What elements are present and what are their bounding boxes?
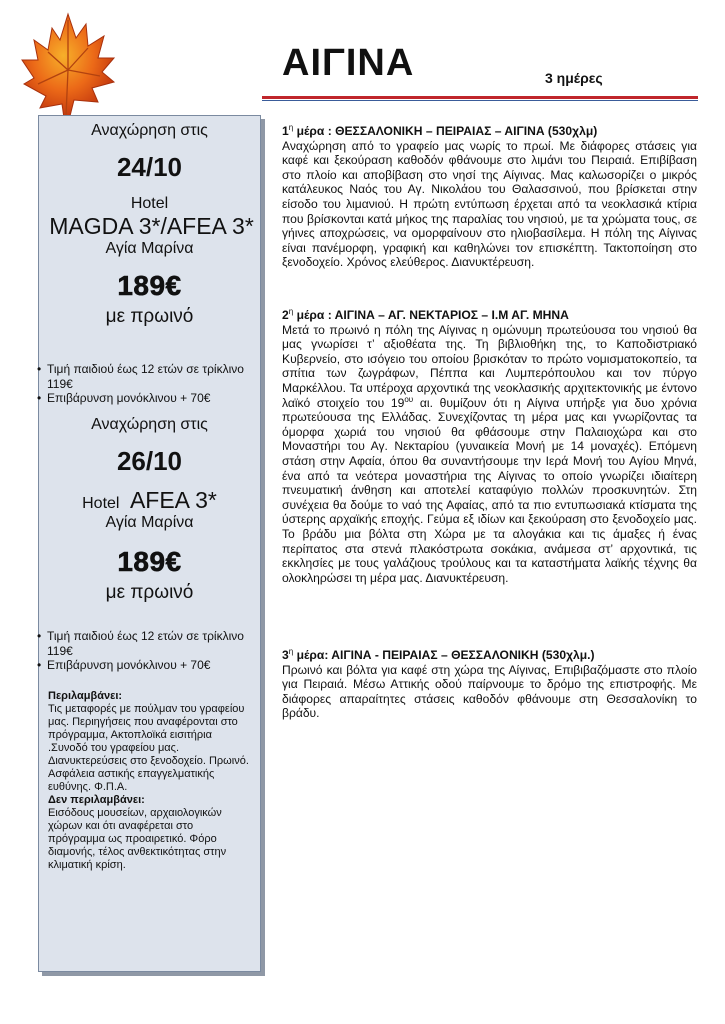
price: 189€ <box>117 270 182 301</box>
itinerary-day-3 <box>282 648 697 721</box>
board-type: με πρωινό <box>105 582 194 603</box>
departure-date: 24/10 <box>116 152 183 182</box>
departure-1 <box>39 122 260 328</box>
hotel-line <box>39 487 260 514</box>
departure-2-notes <box>37 629 263 673</box>
inclusions-box <box>48 690 253 872</box>
day-1-heading: μέρα : ΘΕΣΣΑΛΟΝΙΚΗ – ΠΕΙΡΑΙΑΣ – ΑΙΓΙΝΑ (530χλμ) <box>296 124 598 138</box>
departure-label: Αναχώρηση στις <box>91 416 208 433</box>
hotel-location: Αγία Μαρίνα <box>105 240 194 257</box>
departure-1-notes <box>37 362 263 406</box>
excludes-text: Εισόδους μουσείων, αρχαιολογικών χώρων και ότι αναφέρεται στο πρόγραμμα ως προαιρετικό. Φόρο διαμονής, τέλος ανθεκτικότητας στην κλιματική κρίση. <box>48 807 227 871</box>
hotel-name: MAGDA 3*/AFEA 3* <box>49 213 254 239</box>
day-2-text-a: Μετά το πρωινό η πόλη της Αίγινας η ομώνυμη πρωτεύουσα του νησιού θα μας γνωρίσει τ’ αξιοθέατα της. Τη βιβλιοθήκη της, το Καποδιστριακό Κυβερνείο, στο ισόγειο του οποίου βρισκόταν το πρώτο νομισματοκοπείο, τα σπίτια των ζωγράφων, Πέππα και Λυμπερόπουλου και τον πύργο Μαρκέλλου. Τα υπέροχα αρχοντικά της νεοκλασικής αρχιτεκτονικής με έντονο λαϊκό στοιχείο του 19 <box>282 322 697 410</box>
day-2-heading: μέρα : ΑΙΓΙΝΑ – ΑΓ. ΝΕΚΤΑΡΙΟΣ – Ι.Μ ΑΓ. ΜΗΝΑ <box>296 308 569 322</box>
day-1-ordinal: η <box>288 122 294 132</box>
hotel-label: Hotel <box>130 195 169 212</box>
day-2-ordinal: η <box>288 306 294 316</box>
century-ordinal: ου <box>404 394 414 404</box>
day-3-ordinal: η <box>288 646 294 656</box>
includes-heading: Περιλαμβάνει: <box>48 690 123 702</box>
excludes-heading: Δεν περιλαμβάνει: <box>48 794 145 806</box>
departure-label: Αναχώρηση στις <box>91 122 208 139</box>
day-1-number: 1 <box>282 124 289 138</box>
autumn-maple-leaf-icon <box>18 10 118 125</box>
day-2-text-b: αι. θυμίζουν ότι η Αίγινα υπήρξε για δυο χρόνια πρωτεύουσα της Ελλάδας. Συνεχίζοντας τη μέρα μας και γνωρίζοντας τα όμορφα χωριά του νησιού θα φθάσουμε στην Παλαιοχώρα και στο Μοναστήρι του Αγ. Νεκταρίου (γυναικεία Μονή με 14 μοναχές). Επόμενη στάση στην Αφαία, όπου θα συναντήσουμε την Ιερά Μονή του Αγίου Μηνά, ένα από τα νεότερα μοναστήρια της Αίγινας το οποίο γνωρίζει ιδιαίτερη πνευματική άνθηση και αποτελεί καταφύγιο πολλών προσκυνητών. Στη συνέχεια θα δούμε το ναό της Αφαίας, από τα πιο εντυπωσιακά κτίσματα της ύστερης αρχαϊκής εποχής. Γεύμα εξ ιδίων και ξεκούραση στο ξενοδοχείο μας. Το βράδυ μια βόλτα στη Χώρα με τα αλογάκια και τις άμαξες ή ένας περίπατος στα στενά πλακόστρωτα σοκάκια, ανάμεσα στ’ αρχοντικά, τις εκκλησίες με τους γαλάζιους τρούλους και τα καταστήματα λαϊκής τέχνης θα ολοκληρώσει τη μέρα μας. Διανυκτέρευση. <box>282 395 697 585</box>
hotel-location: Αγία Μαρίνα <box>105 514 194 531</box>
day-3-heading: μέρα: ΑΙΓΙΝΑ - ΠΕΙΡΑΙΑΣ – ΘΕΣΣΑΛΟΝΙΚΗ (530χλμ.) <box>296 648 595 662</box>
header-divider-red <box>262 96 698 99</box>
child-price-note: • Τιμή παιδιού έως 12 ετών σε τρίκλινο 119€ <box>37 362 263 391</box>
day-1-text: Αναχώρηση από το γραφείο μας νωρίς το πρωί. Με διάφορες στάσεις για καφέ και ξεκούραση καθοδόν φθάνουμε στο λιμάνι του Πειραιά. Επιβίβαση στο πλοίο και αποβίβαση στο νησί της Αίγινας. Μας καλωσορίζει ο μικρός κατάλευκος Ναός του Αγ. Νικολάου του Θαλασσινού, που βρίσκεται στην είσοδο του λιμανιού. Η πρώτη εντύπωση έρχεται από τα νεοκλασικά κτίρια που βρίσκονται κατά μήκος της παραλίας του νησιού, με τα χρώματα τους, σε γήινες αποχρώσεις, να ομορφαίνουν στο ηλιοβασίλεμα. Η πόλη της Αίγινας είναι πανέμορφη, γραφική και καθηλώνει τον επισκέπτη. Τακτοποίηση στο ξενοδοχείο. Χρόνος ελεύθερος. Διανυκτέρευση. <box>282 138 697 270</box>
departures-sidebar <box>38 115 261 972</box>
page-title: ΑΙΓΙΝΑ <box>282 42 415 84</box>
itinerary-day-2 <box>282 308 697 585</box>
includes-text: Τις μεταφορές με πούλμαν του γραφείου μας. Περιηγήσεις που αναφέρονται στο πρόγραμμα, Ακτοπλοϊκά εισιτήρια .Συνοδό του γραφείου μας. Διανυκτερεύσεις στο ξενοδοχείο. Πρωινό. Ασφάλεια αστικής επαγγελματικής ευθύνης. Φ.Π.Α. <box>48 703 249 793</box>
price: 189€ <box>117 546 182 577</box>
day-3-text: Πρωινό και βόλτα για καφέ στη χώρα της Αίγινας, Επιβιβαζόμαστε στο πλοίο για Πειραιά. Μέσω Αττικής οδού παίρνουμε το δρόμο της επιστροφής. Με διάφορες απαραίτητες στάσεις καθοδόν φθάνουμε στη Θεσσαλονίκη το βράδυ. <box>282 662 697 721</box>
day-2-number: 2 <box>282 308 289 322</box>
departure-2 <box>39 416 260 604</box>
day-3-number: 3 <box>282 648 289 662</box>
departure-date: 26/10 <box>116 446 183 476</box>
single-supplement-note: • Επιβάρυνση μονόκλινου + 70€ <box>37 391 263 406</box>
trip-duration: 3 ημέρες <box>545 70 603 86</box>
board-type: με πρωινό <box>105 306 194 327</box>
single-supplement-note: • Επιβάρυνση μονόκλινου + 70€ <box>37 658 263 673</box>
hotel-name: AFEA 3* <box>129 487 217 513</box>
itinerary-day-1 <box>282 124 697 270</box>
hotel-label: Hotel <box>82 495 120 512</box>
child-price-note: • Τιμή παιδιού έως 12 ετών σε τρίκλινο 119€ <box>37 629 263 658</box>
header-divider-blue <box>262 100 698 101</box>
